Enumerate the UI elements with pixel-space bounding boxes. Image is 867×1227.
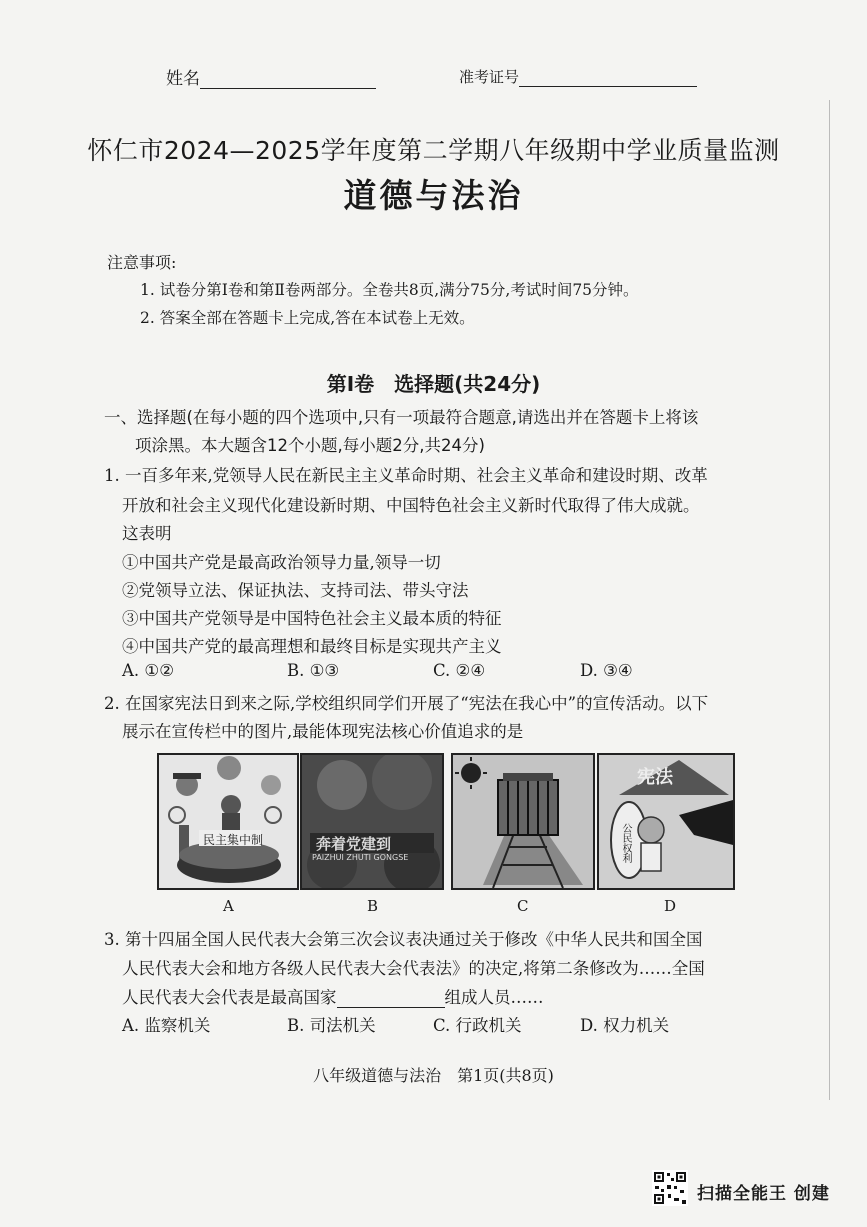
exam-no-underline — [519, 70, 697, 87]
q3-option-c[interactable]: C. 行政机关 — [433, 1016, 522, 1035]
name-label: 姓名 — [166, 69, 200, 89]
q3-stem-3-before: 人民代表大会代表是最高国家 — [122, 988, 337, 1007]
picture-a-label: A — [223, 897, 234, 915]
q3-stem-2: 人民代表大会和地方各级人民代表大会代表法》的决定,将第二条修改为……全国 — [122, 959, 705, 978]
qr-code-icon — [652, 1170, 688, 1206]
picture-b-illustration — [302, 755, 442, 888]
exam-no-field — [459, 66, 697, 87]
q1-option-c[interactable]: C. ②④ — [433, 661, 486, 680]
q1-statement-1: ①中国共产党是最高政治领导力量,领导一切 — [122, 553, 441, 572]
name-underline — [200, 72, 376, 89]
q3-option-d[interactable]: D. 权力机关 — [580, 1016, 670, 1035]
q1-option-a[interactable]: A. ①② — [122, 661, 174, 680]
q1-stem-3: 这表明 — [122, 524, 172, 543]
scanner-watermark: 扫描全能王 创建 — [697, 1184, 830, 1204]
picture-d[interactable] — [597, 753, 735, 890]
q3-blank — [337, 993, 445, 1008]
page-fold-line — [829, 100, 830, 1100]
section-instructions-2: 项涂黑。本大题含12个小题,每小题2分,共24分) — [135, 436, 485, 455]
page-footer: 八年级道德与法治 第1页(共8页) — [313, 1066, 554, 1085]
q1-stem-2: 开放和社会主义现代化建设新时期、中国特色社会主义新时代取得了伟大成就。 — [122, 496, 700, 515]
q1-statement-2: ②党领导立法、保证执法、支持司法、带头守法 — [122, 581, 469, 600]
q1-option-b[interactable]: B. ①③ — [287, 661, 340, 680]
picture-b-label: B — [367, 897, 379, 915]
q1-stem-1: 1. 一百多年来,党领导人民在新民主主义革命时期、社会主义革命和建设时期、改革 — [104, 466, 708, 485]
q2-stem-2: 展示在宣传栏中的图片,最能体现宪法核心价值追求的是 — [122, 722, 524, 741]
picture-c[interactable] — [451, 753, 595, 890]
picture-a[interactable] — [157, 753, 299, 890]
picture-b-caption-2: PAIZHUI ZHUTI GONGSE — [312, 853, 409, 862]
picture-b[interactable] — [300, 753, 444, 890]
notes-item-2: 2. 答案全部在答题卡上完成,答在本试卷上无效。 — [140, 309, 475, 327]
q1-statement-3: ③中国共产党领导是中国特色社会主义最本质的特征 — [122, 609, 502, 628]
picture-c-illustration — [453, 755, 593, 888]
subject-title: 道德与法治 — [343, 176, 524, 215]
q3-stem-3-after: 组成人员…… — [444, 988, 544, 1007]
picture-b-caption: 奔着党建到 — [316, 835, 392, 853]
picture-d-caption-2: 公民权利 — [620, 823, 631, 863]
name-field — [166, 64, 376, 89]
section-instructions-1: 一、选择题(在每小题的四个选项中,只有一项最符合题意,请选出并在答题卡上将该 — [104, 408, 699, 427]
q3-option-b[interactable]: B. 司法机关 — [287, 1016, 376, 1035]
q3-stem-3 — [122, 984, 544, 1008]
exam-title: 怀仁市2024—2025学年度第二学期八年级期中学业质量监测 — [87, 136, 780, 165]
q1-statement-4: ④中国共产党的最高理想和最终目标是实现共产主义 — [122, 637, 502, 656]
picture-a-caption: 民主集中制 — [203, 833, 264, 847]
notes-heading: 注意事项: — [107, 253, 177, 272]
notes-item-1: 1. 试卷分第Ⅰ卷和第Ⅱ卷两部分。全卷共8页,满分75分,考试时间75分钟。 — [140, 281, 639, 299]
picture-d-label: D — [664, 897, 677, 915]
q3-stem-1: 3. 第十四届全国人民代表大会第三次会议表决通过关于修改《中华人民共和国全国 — [104, 930, 703, 949]
exam-no-label: 准考证号 — [459, 68, 520, 86]
section-title: 第Ⅰ卷 选择题(共24分) — [326, 372, 541, 396]
q2-stem-1: 2. 在国家宪法日到来之际,学校组织同学们开展了“宪法在我心中”的宣传活动。以下 — [104, 694, 709, 713]
q1-option-d[interactable]: D. ③④ — [580, 661, 633, 680]
picture-c-label: C — [517, 897, 529, 915]
picture-d-caption: 宪法 — [637, 767, 673, 788]
picture-a-illustration — [159, 755, 297, 888]
q3-option-a[interactable]: A. 监察机关 — [122, 1016, 211, 1035]
